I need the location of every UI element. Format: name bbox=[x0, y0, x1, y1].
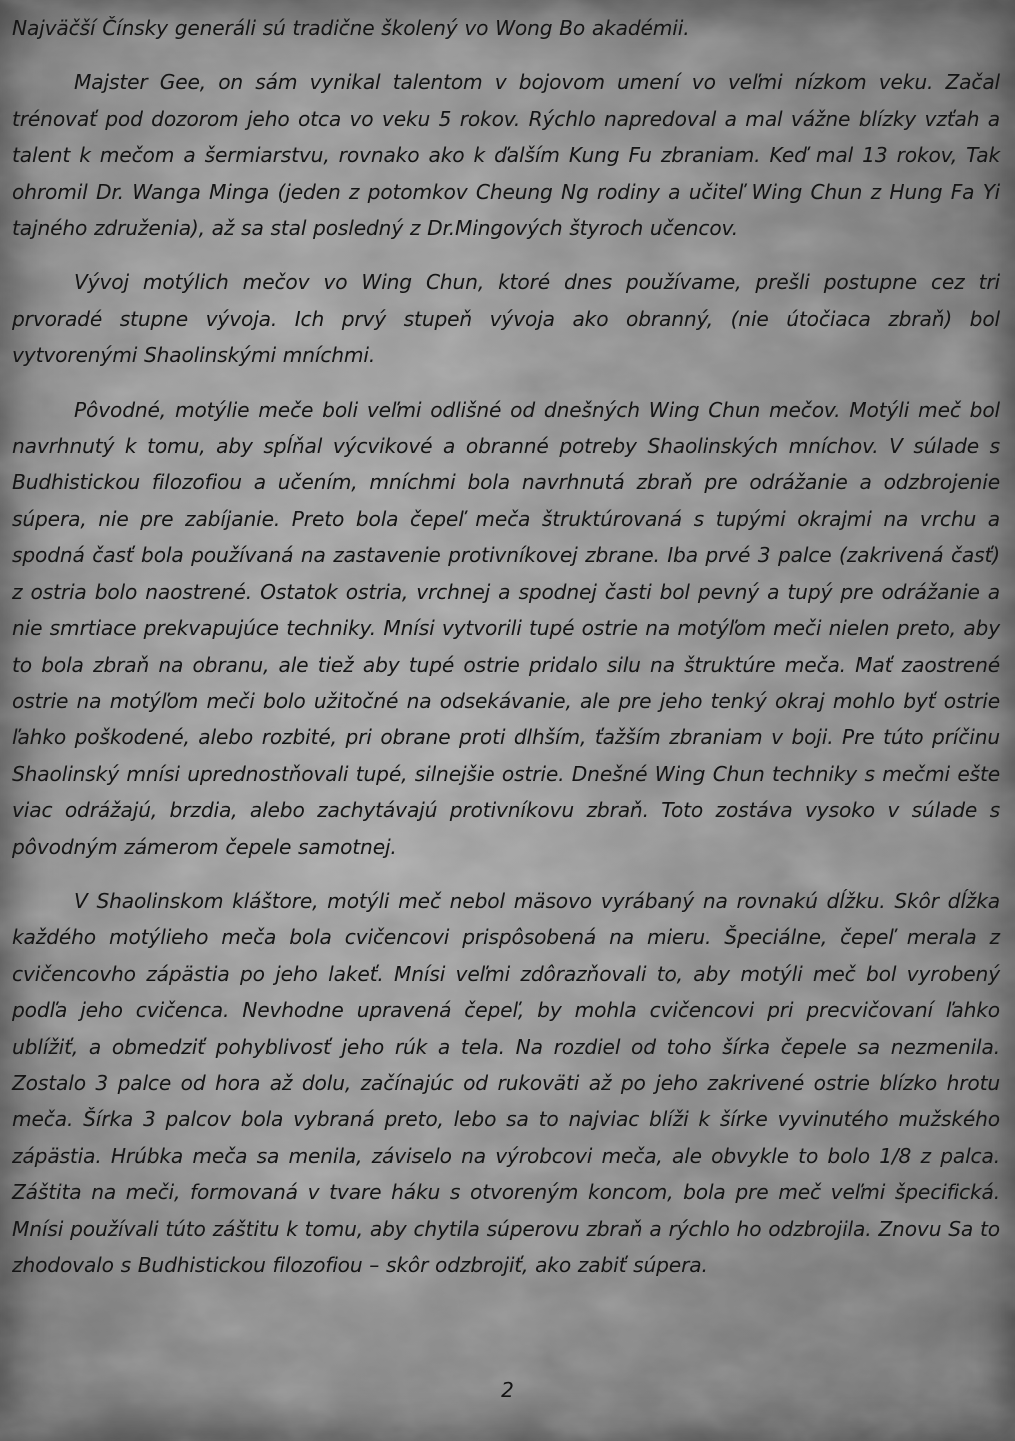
paragraph-2: Majster Gee, on sám vynikal talentom v bojovom umení vo veľmi nízkom veku. Začal trénovať pod dozorom jeho otca vo veku 5 rokov. Rýchlo napredoval a mal vážne blízky vzťah a talent k mečom a šermiarstvu, rovnako ako k ďalším Kung Fu zbraniam. Keď mal 13 rokov, Tak ohromil Dr. Wanga Minga (jeden z potomkov Cheung Ng rodiny a učiteľ Wing Chun z Hung Fa Yi tajného združenia), až sa stal posledný z Dr.Mingových štyroch učencov. bbox=[12, 70, 1000, 241]
paragraph-5: V Shaolinskom kláštore, motýli meč nebol mäsovo vyrábaný na rovnakú dĺžku. Skôr dĺžka každého motýlieho meča bola cvičencovi prispôsobená na mieru. Špeciálne, čepeľ merala z cvičencovho zápästia po jeho lakeť. Mnísi veľmi zdôrazňovali to, aby motýli meč bol vyrobený podľa jeho cvičenca. Nevhodne upravená čepeľ, by mohla cvičencovi pri precvičovaní ľahko ublížiť, a obmedziť pohyblivosť jeho rúk a tela. Na rozdiel od toho šírka čepele sa nezmenila. Zostalo 3 palce od hora až dolu, začínajúc od rukoväti až po jeho zakrivené ostrie blízko hrotu meča. Šírka 3 palcov bola vybraná preto, lebo sa to najviac blíži k šírke vyvinutého mužského zápästia. Hrúbka meča sa menila, záviselo na výrobcovi meča, ale obvykle to bolo 1/8 z palca. Záštita na meči, formovaná v tvare háku s otvoreným koncom, bola pre meč veľmi špecifická. Mnísi používali túto záštitu k tomu, aby chytila súperovu zbraň a rýchlo ho odzbrojila. Znovu Sa to zhodovalo s Budhistickou filozofiou – skôr odzbrojiť, ako zabiť súpera. bbox=[12, 888, 1000, 1277]
body-text bbox=[12, 10, 1000, 1301]
paragraph-1: Najväčší Čínsky generáli sú tradične školený vo Wong Bo akadémii. bbox=[12, 16, 690, 40]
paragraph-4: Pôvodné, motýlie meče boli veľmi odlišné od dnešných Wing Chun mečov. Motýli meč bol navrhnutý k tomu, aby spĺňal výcvikové a obranné potreby Shaolinských mníchov. V súlade s Budhistickou filozofiou a učením, mníchmi bola navrhnutá zbraň pre odrážanie a odzbrojenie súpera, nie pre zabíjanie. Preto bola čepeľ meča štruktúrovaná s tupými okrajmi na vrchu a spodná časť bola používaná na zastavenie protivníkovej zbrane. Iba prvé 3 palce (zakrivená časť) z ostria bolo naostrené. Ostatok ostria, vrchnej a spodnej časti bol pevný a tupý pre odrážanie a nie smrtiace prekvapujúce techniky. Mnísi vytvorili tupé ostrie na motýľom meči nielen preto, aby to bola zbraň na obranu, ale tiež aby tupé ostrie pridalo silu na štruktúre meča. Mať zaostrené ostrie na motýľom meči bolo užitočné na odsekávanie, ale pre jeho tenký okraj mohlo byť ostrie ľahko poškodené, alebo rozbité, pri obrane proti dlhším, ťažším zbraniam v boji. Pre túto príčinu Shaolinský mnísi uprednostňovali tupé, silnejšie ostrie. Dnešné Wing Chun techniky s mečmi ešte viac odrážajú, brzdia, alebo zachytávajú protivníkovu zbraň. Toto zostáva vysoko v súlade s pôvodným zámerom čepele samotnej. bbox=[12, 397, 1000, 859]
page-number: 2 bbox=[501, 1378, 514, 1402]
paragraph-3: Vývoj motýlich mečov vo Wing Chun, ktoré dnes používame, prešli postupne cez tri prvoradé stupne vývoja. Ich prvý stupeň vývoja ako obranný, (nie útočiaca zbraň) bol vytvorenými Shaolinskými mníchmi. bbox=[12, 270, 1000, 368]
